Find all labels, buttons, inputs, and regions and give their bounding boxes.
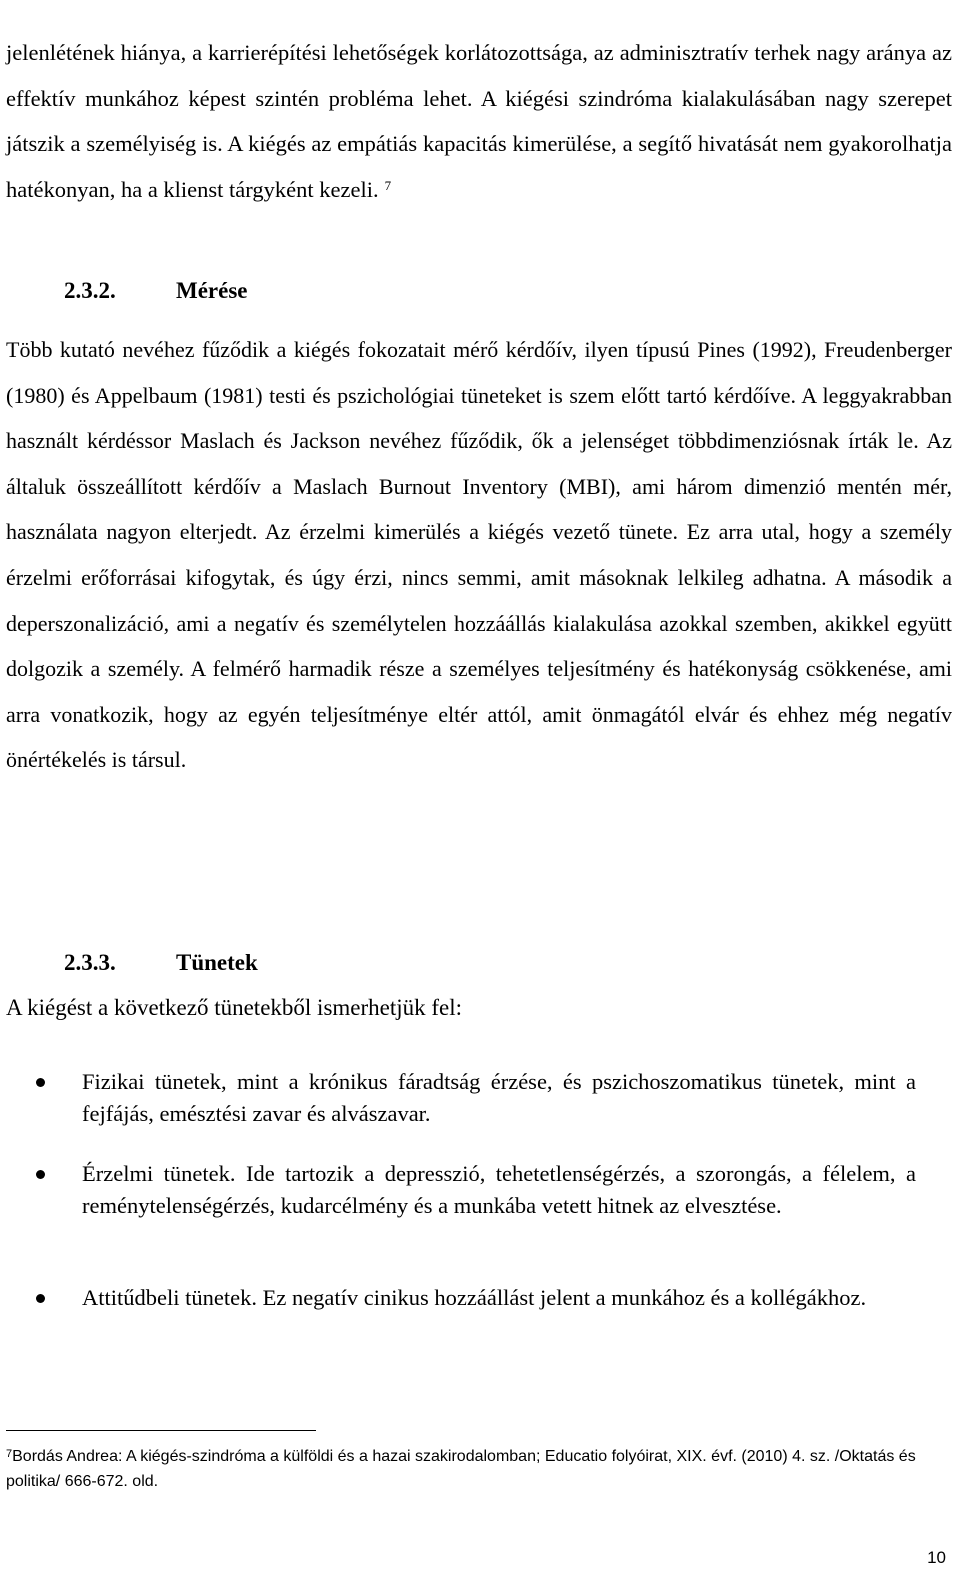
section-title: Mérése — [176, 278, 248, 303]
measure-body-text: Több kutató nevéhez fűződik a kiégés fokozatait mérő kérdőív, ilyen típusú Pines (1992), Freudenberger (1980) és Appelbaum (1981) testi és pszichológiai tüneteket is szem előtt tartó kérdőíve. A leggyakrabban használt kérdéssor Maslach és Jackson nevéhez fűződik, ők a jelenséget többdimenziósnak írták le. Az általuk összeállított kérdőív a Maslach Burnout Inventory (MBI), ami három dimenzió mentén mér, használata nagyon elterjedt. Az érzelmi kimerülés a kiégés vezető tünete. Ez arra utal, hogy a személy érzelmi erőforrásai kifogytak, és úgy érzi, nincs semmi, amit másoknak lelkileg adhatna. A második a deperszonalizáció, ami a negatív és személytelen hozzáállás kialakulása azokkal szemben, akikkel együtt dolgozik a személy. A felmérő harmadik része a személyes teljesítmény és hatékonyság csökkenése, ami arra vonatkozik, hogy az egyén teljesítménye eltér attól, amit önmagától elvár és ehhez még negatív önértékelés is társul. — [6, 337, 952, 773]
continuation-text: jelenlétének hiánya, a karrierépítési lehetőségek korlátozottsága, az adminisztratív terhek nagy aránya az effektív munkához képest szintén probléma lehet. A kiégési szindróma kialakulásában nagy szerepet játszik a személyiség is. A kiégés az empátiás kapacitás kimerülése, a segítő hivatását nem gyakorolhatja hatékonyan, ha a klienst tárgyként kezeli. — [6, 40, 952, 202]
section-body-measure — [6, 327, 952, 783]
footnote — [6, 1444, 946, 1494]
list-item-text: Érzelmi tünetek. Ide tartozik a depresszió, tehetetlenségérzés, a szorongás, a félelem, a reménytelenségérzés, kudarcélmény és a munkába vetett hitnek az elvesztése. — [82, 1161, 916, 1218]
footnote-text: Bordás Andrea: A kiégés-szindróma a külföldi és a hazai szakirodalomban; Educatio folyóirat, XIX. évf. (2010) 4. sz. /Oktatás és politika/ 666-672. old. — [6, 1448, 916, 1490]
page-number: 10 — [927, 1548, 946, 1567]
continuation-paragraph — [6, 30, 952, 212]
list-item-text: Fizikai tünetek, mint a krónikus fáradtság érzése, és pszichoszomatikus tünetek, mint a fejfájás, emésztési zavar és alvászavar. — [82, 1069, 916, 1126]
bullet-icon — [36, 1294, 45, 1303]
footnote-separator — [6, 1430, 316, 1431]
footnote-mark: 7 — [6, 1448, 13, 1460]
section-title: Tünetek — [176, 950, 258, 975]
section-heading-symptoms — [64, 950, 464, 982]
section-number: 2.3.3. — [64, 950, 116, 975]
section-heading-measure — [64, 278, 464, 310]
list-item-text: Attitűdbeli tünetek. Ez negatív cinikus hozzáállást jelent a munkához és a kollégákhoz. — [82, 1285, 867, 1310]
section-number: 2.3.2. — [64, 278, 116, 303]
list-item — [36, 1158, 952, 1258]
bullet-icon — [36, 1078, 45, 1087]
symptoms-intro: A kiégést a következő tünetekből ismerhetjük fel: — [6, 995, 463, 1020]
bullet-icon — [36, 1170, 45, 1179]
list-item — [36, 1282, 952, 1352]
footnote-reference[interactable]: 7 — [384, 177, 392, 193]
list-item — [36, 1066, 952, 1136]
